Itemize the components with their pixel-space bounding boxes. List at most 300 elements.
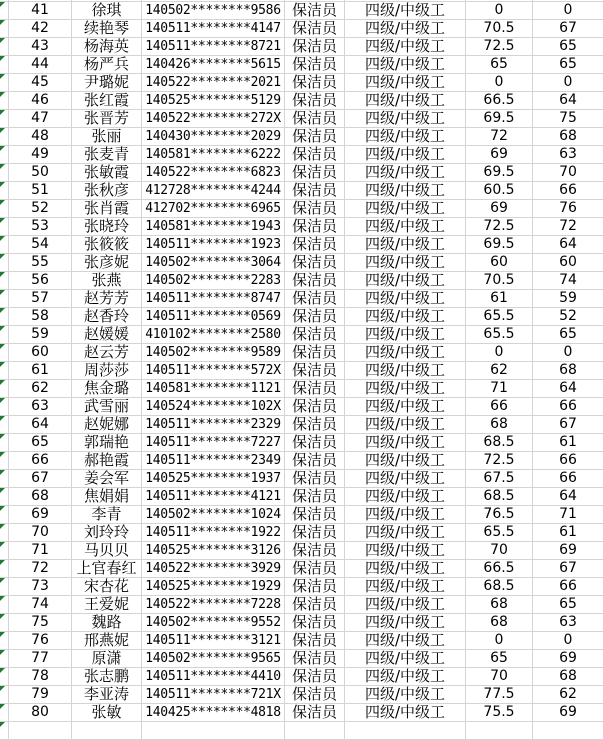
indicator-cell[interactable]: [0, 110, 9, 128]
score2-cell[interactable]: 61: [533, 434, 603, 452]
level-cell[interactable]: 四级/中级工: [345, 200, 466, 218]
row-number-cell[interactable]: 50: [9, 164, 72, 182]
position-cell[interactable]: 保洁员: [285, 272, 345, 290]
indicator-cell[interactable]: [0, 398, 9, 416]
id-number-cell[interactable]: 140511********3121: [142, 632, 285, 650]
row-number-cell[interactable]: 66: [9, 452, 72, 470]
id-number-cell[interactable]: 140525********5129: [142, 92, 285, 110]
name-cell[interactable]: 张筱筱: [72, 236, 142, 254]
indicator-cell[interactable]: [0, 56, 9, 74]
indicator-cell[interactable]: [0, 578, 9, 596]
score2-cell[interactable]: 65: [533, 596, 603, 614]
score2-cell[interactable]: 68: [533, 668, 603, 686]
indicator-cell[interactable]: [0, 506, 9, 524]
score1-cell[interactable]: 70.5: [466, 20, 533, 38]
score1-cell[interactable]: 68: [466, 614, 533, 632]
score2-cell[interactable]: 64: [533, 488, 603, 506]
level-cell[interactable]: 四级/中级工: [345, 416, 466, 434]
row-number-cell[interactable]: 44: [9, 56, 72, 74]
id-number-cell[interactable]: 140511********721X: [142, 686, 285, 704]
score2-cell[interactable]: 67: [533, 416, 603, 434]
score2-cell[interactable]: 61: [533, 524, 603, 542]
name-cell[interactable]: 张红霞: [72, 92, 142, 110]
position-cell[interactable]: 保洁员: [285, 344, 345, 362]
score1-cell[interactable]: 72: [466, 128, 533, 146]
name-cell[interactable]: 张志鹏: [72, 668, 142, 686]
score2-cell[interactable]: 69: [533, 704, 603, 722]
score1-cell[interactable]: 72.5: [466, 218, 533, 236]
score1-cell[interactable]: 65: [466, 56, 533, 74]
indicator-cell[interactable]: [0, 128, 9, 146]
name-cell[interactable]: 郭瑞艳: [72, 434, 142, 452]
score1-cell[interactable]: 65.5: [466, 308, 533, 326]
name-cell[interactable]: 上官春红: [72, 560, 142, 578]
id-number-cell[interactable]: 140502********9552: [142, 614, 285, 632]
score2-cell[interactable]: 0: [533, 632, 603, 650]
row-number-cell[interactable]: 48: [9, 128, 72, 146]
position-cell[interactable]: 保洁员: [285, 236, 345, 254]
indicator-cell[interactable]: [0, 416, 9, 434]
row-number-cell[interactable]: 52: [9, 200, 72, 218]
name-cell[interactable]: 杨严兵: [72, 56, 142, 74]
score2-cell[interactable]: 0: [533, 74, 603, 92]
score1-cell[interactable]: 75.5: [466, 704, 533, 722]
row-number-cell[interactable]: 73: [9, 578, 72, 596]
score2-cell[interactable]: 64: [533, 236, 603, 254]
id-number-cell[interactable]: 140525********3126: [142, 542, 285, 560]
name-cell[interactable]: 李青: [72, 506, 142, 524]
name-cell[interactable]: 王爱妮: [72, 596, 142, 614]
level-cell[interactable]: 四级/中级工: [345, 650, 466, 668]
score2-cell[interactable]: 76: [533, 200, 603, 218]
position-cell[interactable]: 保洁员: [285, 398, 345, 416]
score1-cell[interactable]: 60: [466, 254, 533, 272]
position-cell[interactable]: 保洁员: [285, 362, 345, 380]
position-cell[interactable]: 保洁员: [285, 452, 345, 470]
level-cell[interactable]: 四级/中级工: [345, 56, 466, 74]
position-cell[interactable]: 保洁员: [285, 326, 345, 344]
score1-cell[interactable]: 65.5: [466, 524, 533, 542]
indicator-cell[interactable]: [0, 650, 9, 668]
id-number-cell[interactable]: 140511********4147: [142, 20, 285, 38]
name-cell[interactable]: 张晋芳: [72, 110, 142, 128]
row-number-cell[interactable]: 56: [9, 272, 72, 290]
row-number-cell[interactable]: 49: [9, 146, 72, 164]
name-cell[interactable]: 周莎莎: [72, 362, 142, 380]
id-number-cell[interactable]: 140511********7227: [142, 434, 285, 452]
name-cell[interactable]: 赵媛媛: [72, 326, 142, 344]
row-number-cell[interactable]: 71: [9, 542, 72, 560]
score1-cell[interactable]: 65.5: [466, 326, 533, 344]
score2-cell[interactable]: 72: [533, 218, 603, 236]
indicator-cell[interactable]: [0, 38, 9, 56]
row-number-cell[interactable]: 60: [9, 344, 72, 362]
level-cell[interactable]: 四级/中级工: [345, 254, 466, 272]
indicator-cell[interactable]: [0, 2, 9, 20]
position-cell[interactable]: 保洁员: [285, 632, 345, 650]
score2-cell[interactable]: 68: [533, 362, 603, 380]
position-cell[interactable]: 保洁员: [285, 56, 345, 74]
indicator-cell[interactable]: [0, 218, 9, 236]
score1-cell[interactable]: [466, 722, 533, 740]
level-cell[interactable]: 四级/中级工: [345, 92, 466, 110]
level-cell[interactable]: 四级/中级工: [345, 596, 466, 614]
row-number-cell[interactable]: 78: [9, 668, 72, 686]
name-cell[interactable]: 郝艳霞: [72, 452, 142, 470]
level-cell[interactable]: 四级/中级工: [345, 560, 466, 578]
id-number-cell[interactable]: 140502********2283: [142, 272, 285, 290]
score2-cell[interactable]: [533, 722, 603, 740]
row-number-cell[interactable]: 80: [9, 704, 72, 722]
name-cell[interactable]: 原潇: [72, 650, 142, 668]
score2-cell[interactable]: 60: [533, 254, 603, 272]
score2-cell[interactable]: 66: [533, 182, 603, 200]
score1-cell[interactable]: 69.5: [466, 110, 533, 128]
position-cell[interactable]: 保洁员: [285, 128, 345, 146]
score1-cell[interactable]: 66: [466, 398, 533, 416]
name-cell[interactable]: 张秋彦: [72, 182, 142, 200]
score1-cell[interactable]: 69.5: [466, 164, 533, 182]
name-cell[interactable]: 武雪丽: [72, 398, 142, 416]
score1-cell[interactable]: 69.5: [466, 236, 533, 254]
indicator-cell[interactable]: [0, 488, 9, 506]
id-number-cell[interactable]: 140511********2329: [142, 416, 285, 434]
score1-cell[interactable]: 68.5: [466, 434, 533, 452]
level-cell[interactable]: 四级/中级工: [345, 236, 466, 254]
position-cell[interactable]: 保洁员: [285, 470, 345, 488]
position-cell[interactable]: 保洁员: [285, 38, 345, 56]
score2-cell[interactable]: 0: [533, 2, 603, 20]
score2-cell[interactable]: 75: [533, 110, 603, 128]
position-cell[interactable]: 保洁员: [285, 308, 345, 326]
score1-cell[interactable]: 72.5: [466, 38, 533, 56]
name-cell[interactable]: 张燕: [72, 272, 142, 290]
position-cell[interactable]: [285, 722, 345, 740]
score1-cell[interactable]: 71: [466, 380, 533, 398]
score2-cell[interactable]: 62: [533, 686, 603, 704]
row-number-cell[interactable]: 68: [9, 488, 72, 506]
position-cell[interactable]: 保洁员: [285, 704, 345, 722]
row-number-cell[interactable]: 70: [9, 524, 72, 542]
row-number-cell[interactable]: 72: [9, 560, 72, 578]
indicator-cell[interactable]: [0, 326, 9, 344]
row-number-cell[interactable]: 59: [9, 326, 72, 344]
id-number-cell[interactable]: 140522********6823: [142, 164, 285, 182]
row-number-cell[interactable]: 55: [9, 254, 72, 272]
id-number-cell[interactable]: 140522********3929: [142, 560, 285, 578]
name-cell[interactable]: 焦娟娟: [72, 488, 142, 506]
level-cell[interactable]: 四级/中级工: [345, 668, 466, 686]
score1-cell[interactable]: 61: [466, 290, 533, 308]
id-number-cell[interactable]: 140581********1943: [142, 218, 285, 236]
position-cell[interactable]: 保洁员: [285, 20, 345, 38]
level-cell[interactable]: 四级/中级工: [345, 506, 466, 524]
position-cell[interactable]: 保洁员: [285, 416, 345, 434]
id-number-cell[interactable]: [142, 722, 285, 740]
name-cell[interactable]: 张彦妮: [72, 254, 142, 272]
indicator-cell[interactable]: [0, 686, 9, 704]
position-cell[interactable]: 保洁员: [285, 254, 345, 272]
score1-cell[interactable]: 70: [466, 668, 533, 686]
name-cell[interactable]: 魏路: [72, 614, 142, 632]
score2-cell[interactable]: 63: [533, 614, 603, 632]
indicator-cell[interactable]: [0, 470, 9, 488]
level-cell[interactable]: 四级/中级工: [345, 272, 466, 290]
row-number-cell[interactable]: 54: [9, 236, 72, 254]
name-cell[interactable]: 张肖霞: [72, 200, 142, 218]
score1-cell[interactable]: 69: [466, 200, 533, 218]
level-cell[interactable]: 四级/中级工: [345, 344, 466, 362]
indicator-cell[interactable]: [0, 92, 9, 110]
row-number-cell[interactable]: 62: [9, 380, 72, 398]
position-cell[interactable]: 保洁员: [285, 560, 345, 578]
level-cell[interactable]: 四级/中级工: [345, 542, 466, 560]
score2-cell[interactable]: 70: [533, 164, 603, 182]
id-number-cell[interactable]: 140502********3064: [142, 254, 285, 272]
indicator-cell[interactable]: [0, 560, 9, 578]
score2-cell[interactable]: 69: [533, 650, 603, 668]
score1-cell[interactable]: 62: [466, 362, 533, 380]
indicator-cell[interactable]: [0, 272, 9, 290]
score2-cell[interactable]: 67: [533, 20, 603, 38]
score2-cell[interactable]: 66: [533, 452, 603, 470]
position-cell[interactable]: 保洁员: [285, 164, 345, 182]
score1-cell[interactable]: 68.5: [466, 578, 533, 596]
name-cell[interactable]: 马贝贝: [72, 542, 142, 560]
position-cell[interactable]: 保洁员: [285, 686, 345, 704]
level-cell[interactable]: 四级/中级工: [345, 380, 466, 398]
score1-cell[interactable]: 66.5: [466, 560, 533, 578]
position-cell[interactable]: 保洁员: [285, 506, 345, 524]
score1-cell[interactable]: 77.5: [466, 686, 533, 704]
row-number-cell[interactable]: 65: [9, 434, 72, 452]
indicator-cell[interactable]: [0, 704, 9, 722]
id-number-cell[interactable]: 140502********9589: [142, 344, 285, 362]
position-cell[interactable]: 保洁员: [285, 182, 345, 200]
id-number-cell[interactable]: 140430********2029: [142, 128, 285, 146]
name-cell[interactable]: 邢燕妮: [72, 632, 142, 650]
level-cell[interactable]: 四级/中级工: [345, 146, 466, 164]
score1-cell[interactable]: 60.5: [466, 182, 533, 200]
position-cell[interactable]: 保洁员: [285, 110, 345, 128]
indicator-cell[interactable]: [0, 434, 9, 452]
score2-cell[interactable]: 68: [533, 128, 603, 146]
indicator-cell[interactable]: [0, 542, 9, 560]
name-cell[interactable]: 赵妮娜: [72, 416, 142, 434]
id-number-cell[interactable]: 140522********2021: [142, 74, 285, 92]
level-cell[interactable]: 四级/中级工: [345, 308, 466, 326]
score1-cell[interactable]: 0: [466, 632, 533, 650]
level-cell[interactable]: 四级/中级工: [345, 452, 466, 470]
level-cell[interactable]: 四级/中级工: [345, 164, 466, 182]
score1-cell[interactable]: 0: [466, 74, 533, 92]
id-number-cell[interactable]: 140511********1922: [142, 524, 285, 542]
name-cell[interactable]: 赵云芳: [72, 344, 142, 362]
level-cell[interactable]: [345, 722, 466, 740]
row-number-cell[interactable]: 77: [9, 650, 72, 668]
score1-cell[interactable]: 67.5: [466, 470, 533, 488]
indicator-cell[interactable]: [0, 200, 9, 218]
id-number-cell[interactable]: 410102********2580: [142, 326, 285, 344]
position-cell[interactable]: 保洁员: [285, 668, 345, 686]
name-cell[interactable]: 尹璐妮: [72, 74, 142, 92]
level-cell[interactable]: 四级/中级工: [345, 632, 466, 650]
indicator-cell[interactable]: [0, 524, 9, 542]
row-number-cell[interactable]: 43: [9, 38, 72, 56]
row-number-cell[interactable]: 61: [9, 362, 72, 380]
position-cell[interactable]: 保洁员: [285, 524, 345, 542]
level-cell[interactable]: 四级/中级工: [345, 398, 466, 416]
name-cell[interactable]: 焦金璐: [72, 380, 142, 398]
position-cell[interactable]: 保洁员: [285, 596, 345, 614]
id-number-cell[interactable]: 140511********4121: [142, 488, 285, 506]
score2-cell[interactable]: 69: [533, 542, 603, 560]
score1-cell[interactable]: 0: [466, 344, 533, 362]
score1-cell[interactable]: 66.5: [466, 92, 533, 110]
row-number-cell[interactable]: 42: [9, 20, 72, 38]
score2-cell[interactable]: 66: [533, 578, 603, 596]
name-cell[interactable]: 姜会军: [72, 470, 142, 488]
position-cell[interactable]: 保洁员: [285, 434, 345, 452]
level-cell[interactable]: 四级/中级工: [345, 74, 466, 92]
row-number-cell[interactable]: 67: [9, 470, 72, 488]
name-cell[interactable]: 张丽: [72, 128, 142, 146]
level-cell[interactable]: 四级/中级工: [345, 488, 466, 506]
level-cell[interactable]: 四级/中级工: [345, 2, 466, 20]
score1-cell[interactable]: 68.5: [466, 488, 533, 506]
level-cell[interactable]: 四级/中级工: [345, 434, 466, 452]
name-cell[interactable]: 赵芳芳: [72, 290, 142, 308]
row-number-cell[interactable]: 51: [9, 182, 72, 200]
name-cell[interactable]: 赵香玲: [72, 308, 142, 326]
position-cell[interactable]: 保洁员: [285, 488, 345, 506]
position-cell[interactable]: 保洁员: [285, 380, 345, 398]
position-cell[interactable]: 保洁员: [285, 578, 345, 596]
id-number-cell[interactable]: 140502********9586: [142, 2, 285, 20]
name-cell[interactable]: 张麦青: [72, 146, 142, 164]
level-cell[interactable]: 四级/中级工: [345, 704, 466, 722]
indicator-cell[interactable]: [0, 362, 9, 380]
row-number-cell[interactable]: 64: [9, 416, 72, 434]
id-number-cell[interactable]: 140426********5615: [142, 56, 285, 74]
id-number-cell[interactable]: 140524********102X: [142, 398, 285, 416]
position-cell[interactable]: 保洁员: [285, 650, 345, 668]
position-cell[interactable]: 保洁员: [285, 290, 345, 308]
score1-cell[interactable]: 68: [466, 416, 533, 434]
id-number-cell[interactable]: 140511********0569: [142, 308, 285, 326]
id-number-cell[interactable]: 140525********1929: [142, 578, 285, 596]
position-cell[interactable]: 保洁员: [285, 146, 345, 164]
id-number-cell[interactable]: 140525********1937: [142, 470, 285, 488]
id-number-cell[interactable]: 140511********1923: [142, 236, 285, 254]
position-cell[interactable]: 保洁员: [285, 74, 345, 92]
row-number-cell[interactable]: 41: [9, 2, 72, 20]
indicator-cell[interactable]: [0, 668, 9, 686]
score2-cell[interactable]: 65: [533, 56, 603, 74]
id-number-cell[interactable]: 140581********6222: [142, 146, 285, 164]
id-number-cell[interactable]: 140425********4818: [142, 704, 285, 722]
score1-cell[interactable]: 70.5: [466, 272, 533, 290]
indicator-cell[interactable]: [0, 632, 9, 650]
indicator-cell[interactable]: [0, 164, 9, 182]
score2-cell[interactable]: 67: [533, 560, 603, 578]
score2-cell[interactable]: 64: [533, 92, 603, 110]
level-cell[interactable]: 四级/中级工: [345, 470, 466, 488]
name-cell[interactable]: 杨海英: [72, 38, 142, 56]
id-number-cell[interactable]: 140511********8747: [142, 290, 285, 308]
row-number-cell[interactable]: 69: [9, 506, 72, 524]
row-number-cell[interactable]: 46: [9, 92, 72, 110]
row-number-cell[interactable]: 57: [9, 290, 72, 308]
indicator-cell[interactable]: [0, 380, 9, 398]
row-number-cell[interactable]: 74: [9, 596, 72, 614]
row-number-cell[interactable]: 45: [9, 74, 72, 92]
row-number-cell[interactable]: 63: [9, 398, 72, 416]
level-cell[interactable]: 四级/中级工: [345, 686, 466, 704]
position-cell[interactable]: 保洁员: [285, 542, 345, 560]
indicator-cell[interactable]: [0, 236, 9, 254]
position-cell[interactable]: 保洁员: [285, 218, 345, 236]
level-cell[interactable]: 四级/中级工: [345, 20, 466, 38]
level-cell[interactable]: 四级/中级工: [345, 362, 466, 380]
score1-cell[interactable]: 0: [466, 2, 533, 20]
level-cell[interactable]: 四级/中级工: [345, 218, 466, 236]
level-cell[interactable]: 四级/中级工: [345, 128, 466, 146]
indicator-cell[interactable]: [0, 254, 9, 272]
indicator-cell[interactable]: [0, 344, 9, 362]
score1-cell[interactable]: 68: [466, 596, 533, 614]
id-number-cell[interactable]: 412728********4244: [142, 182, 285, 200]
name-cell[interactable]: 续艳琴: [72, 20, 142, 38]
indicator-cell[interactable]: [0, 290, 9, 308]
score2-cell[interactable]: 71: [533, 506, 603, 524]
name-cell[interactable]: 李亚涛: [72, 686, 142, 704]
score2-cell[interactable]: 63: [533, 146, 603, 164]
score2-cell[interactable]: 74: [533, 272, 603, 290]
score1-cell[interactable]: 70: [466, 542, 533, 560]
indicator-cell[interactable]: [0, 452, 9, 470]
level-cell[interactable]: 四级/中级工: [345, 578, 466, 596]
position-cell[interactable]: 保洁员: [285, 92, 345, 110]
indicator-cell[interactable]: [0, 722, 9, 740]
id-number-cell[interactable]: 140522********272X: [142, 110, 285, 128]
row-number-cell[interactable]: 79: [9, 686, 72, 704]
name-cell[interactable]: 张敏: [72, 704, 142, 722]
level-cell[interactable]: 四级/中级工: [345, 38, 466, 56]
id-number-cell[interactable]: 140581********1121: [142, 380, 285, 398]
score2-cell[interactable]: 65: [533, 38, 603, 56]
level-cell[interactable]: 四级/中级工: [345, 524, 466, 542]
indicator-cell[interactable]: [0, 614, 9, 632]
id-number-cell[interactable]: 140511********8721: [142, 38, 285, 56]
row-number-cell[interactable]: 76: [9, 632, 72, 650]
row-number-cell[interactable]: [9, 722, 72, 740]
id-number-cell[interactable]: 140511********4410: [142, 668, 285, 686]
position-cell[interactable]: 保洁员: [285, 200, 345, 218]
id-number-cell[interactable]: 412702********6965: [142, 200, 285, 218]
score1-cell[interactable]: 69: [466, 146, 533, 164]
name-cell[interactable]: 宋杏花: [72, 578, 142, 596]
score2-cell[interactable]: 0: [533, 344, 603, 362]
score1-cell[interactable]: 65: [466, 650, 533, 668]
level-cell[interactable]: 四级/中级工: [345, 290, 466, 308]
indicator-cell[interactable]: [0, 146, 9, 164]
score2-cell[interactable]: 65: [533, 326, 603, 344]
indicator-cell[interactable]: [0, 20, 9, 38]
name-cell[interactable]: 张晓玲: [72, 218, 142, 236]
score2-cell[interactable]: 52: [533, 308, 603, 326]
level-cell[interactable]: 四级/中级工: [345, 614, 466, 632]
